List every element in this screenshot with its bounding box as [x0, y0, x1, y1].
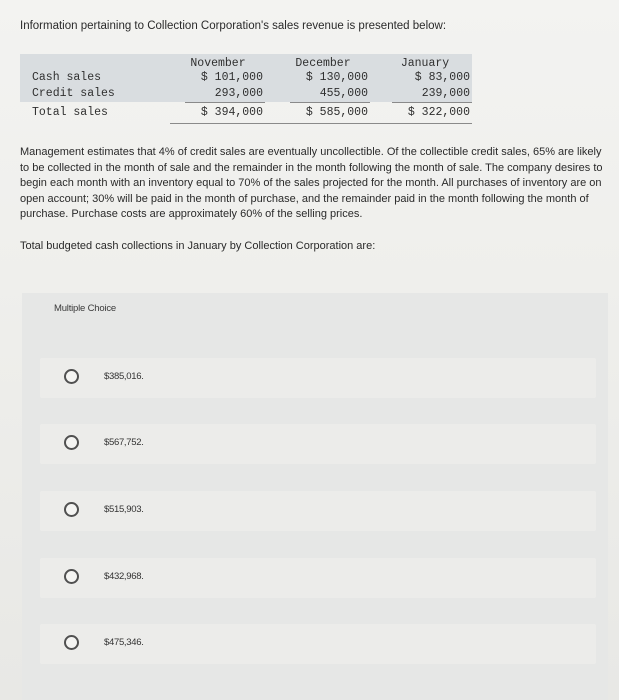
cell-value: $ 130,000: [305, 71, 368, 84]
header-december: December: [295, 57, 351, 70]
question-text: Total budgeted cash collections in January by Collection Corporation are:: [20, 240, 376, 252]
column-rule: [185, 102, 265, 103]
cell-value: 455,000: [319, 87, 368, 100]
cell-value: $ 83,000: [414, 71, 470, 84]
choice-option-1[interactable]: [40, 358, 596, 398]
radio-button[interactable]: [64, 369, 79, 384]
choice-option-3[interactable]: [40, 491, 596, 531]
header-january: January: [400, 57, 450, 70]
radio-button[interactable]: [64, 435, 79, 450]
column-rule: [290, 102, 370, 103]
column-rule: [392, 102, 472, 103]
row-label: Credit sales: [32, 87, 115, 100]
problem-paragraph: Management estimates that 4% of credit sales are eventually uncollectible. Of the collectible credit sales, 65% are likely to be collected in the month of sale and the remainder in the month following the month of sale. The company desires to begin each month with an inventory equal to 70% of the sales projected for the month. All purchases of inventory are on open account; 30% will be paid in the month of purchase, and the remainder paid in the month following the month of purchase. Purchase costs are approximately 60% of the selling prices.: [20, 146, 603, 220]
table-row-total-sales: [20, 106, 472, 122]
cell-value: $ 394,000: [200, 106, 263, 119]
multiple-choice-label: Multiple Choice: [54, 303, 116, 314]
table-row-cash-sales: [20, 71, 472, 87]
header-november: November: [190, 57, 246, 70]
intro-text: Information pertaining to Collection Corporation's sales revenue is presented below:: [20, 20, 447, 32]
total-rule: [170, 123, 472, 124]
radio-button[interactable]: [64, 635, 79, 650]
cell-value: $ 585,000: [305, 106, 368, 119]
cell-value: 239,000: [421, 87, 470, 100]
cell-value: $ 101,000: [200, 71, 263, 84]
cell-value: 293,000: [214, 87, 263, 100]
radio-button[interactable]: [64, 502, 79, 517]
radio-button[interactable]: [64, 569, 79, 584]
choice-option-2[interactable]: [40, 424, 596, 464]
multiple-choice-panel: [22, 293, 608, 700]
choice-label: $515,903.: [104, 504, 144, 515]
choice-option-4[interactable]: [40, 558, 596, 598]
cell-value: $ 322,000: [407, 106, 470, 119]
choice-label: $385,016.: [104, 371, 144, 382]
choice-label: $567,752.: [104, 437, 144, 448]
table-row-credit-sales: [20, 87, 472, 103]
choice-label: $432,968.: [104, 571, 144, 582]
choice-label: $475,346.: [104, 637, 144, 648]
choice-option-5[interactable]: [40, 624, 596, 664]
row-label: Total sales: [32, 106, 108, 119]
row-label: Cash sales: [32, 71, 102, 84]
